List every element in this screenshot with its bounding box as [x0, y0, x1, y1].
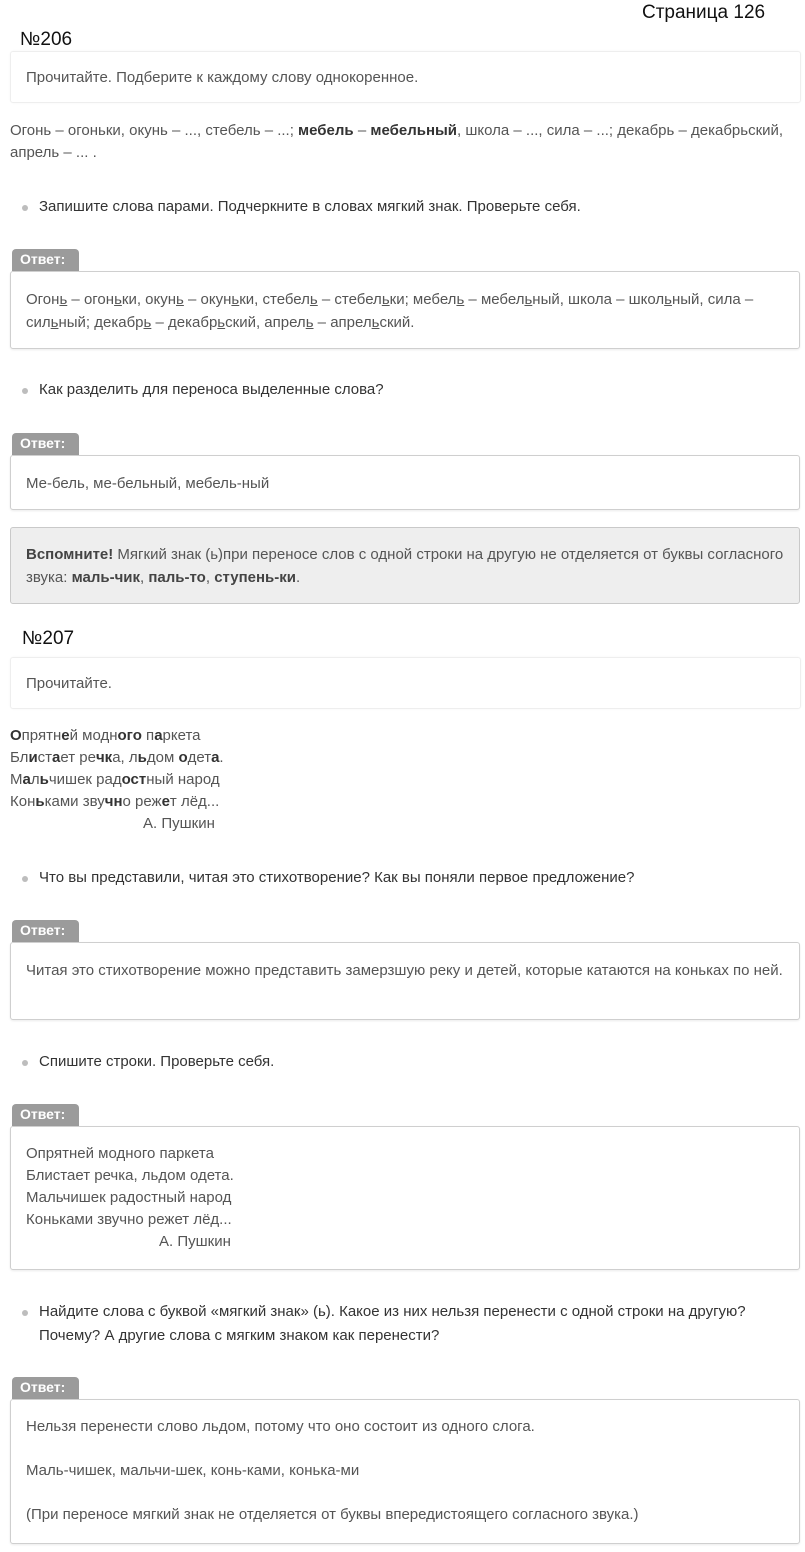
bullet-dot [22, 205, 28, 211]
poem [10, 725, 224, 835]
answer-1: Огонь – огоньки, окунь – окуньки, стебель – стебельки; мебель – мебельный, школа – школьный, сила – сильный; декабрь – декабрьский, апрель – апрельский. [10, 271, 800, 349]
poem-author: А. Пушкин [143, 815, 215, 832]
answer-5-paragraph-3: (При переносе мягкий знак не отделяется от буквы впередистоящего согласного звука.) [26, 1506, 639, 1523]
answer-5 [10, 1399, 800, 1544]
bullet-dot [22, 1060, 28, 1066]
poem-line-1: Опрятней модного паркета [10, 727, 201, 744]
bullet-dot [22, 388, 28, 394]
page-number: Страница 126 [642, 2, 766, 23]
answer-4-line-3: Мальчишек радостный народ [26, 1189, 232, 1206]
question-4: Спишите строки. Проверьте себя. [22, 1050, 782, 1074]
question-3: Что вы представили, читая это стихотворение? Как вы поняли первое предложение? [22, 866, 782, 890]
answer-4-line-1: Опрятней модного паркета [26, 1145, 214, 1162]
remember-note: Вспомните! Мягкий знак (ь)при переносе слов с одной строки на другую не отделяется от буквы согласного звука: маль-чик, паль-то, ступень-ки. [10, 527, 800, 604]
prompt-text: Прочитайте. Подберите к каждому слову однокоренное. [26, 69, 419, 86]
poem-line-3: Мальчишек радостный народ [10, 771, 220, 788]
answer-4 [10, 1126, 800, 1270]
task-number-206: №206 [20, 29, 73, 50]
answer-4-line-4: Коньками звучно режет лёд... [26, 1211, 232, 1228]
question-1: Запишите слова парами. Подчеркните в словах мягкий знак. Проверьте себя. [22, 195, 782, 219]
answer-tag-2: Ответ: [12, 433, 79, 455]
bullet-dot [22, 1310, 28, 1316]
answer-tag-5: Ответ: [12, 1377, 79, 1399]
poem-line-2: Блистает речка, льдом одета. [10, 749, 224, 766]
task-206-exercise: Огонь – огоньки, окунь – ..., стебель – ...; мебель – мебельный, школа – ..., сила – ...; декабрь – декабрьский, апрель – ... . [10, 122, 784, 161]
answer-2: Ме-бель, ме-бельный, мебель-ный [10, 455, 800, 510]
remember-title: Вспомните! [26, 546, 114, 563]
task-number-207: №207 [22, 628, 75, 649]
answer-4-author: А. Пушкин [159, 1233, 231, 1250]
answer-tag-1: Ответ: [12, 249, 79, 271]
answer-4-line-2: Блистает речка, льдом одета. [26, 1167, 234, 1184]
poem-line-4: Коньками звучно режет лёд... [10, 793, 220, 810]
task-206-prompt [10, 51, 801, 103]
prompt-text: Прочитайте. [26, 675, 112, 692]
answer-3: Читая это стихотворение можно представить замерзшую реку и детей, которые катаются на коньках по ней. [10, 942, 800, 1020]
answer-5-paragraph-2: Маль-чишек, мальчи-шек, конь-ками, конька-ми [26, 1462, 360, 1479]
question-5: Найдите слова с буквой «мягкий знак» (ь). Какое из них нельзя перенести с одной строки на другую? Почему? А другие слова с мягким знаком как перенести? [22, 1300, 782, 1348]
answer-tag-4: Ответ: [12, 1104, 79, 1126]
bullet-dot [22, 876, 28, 882]
question-2: Как разделить для переноса выделенные слова? [22, 378, 782, 402]
answer-5-paragraph-1: Нельзя перенести слово льдом, потому что оно состоит из одного слога. [26, 1418, 535, 1435]
task-207-prompt [10, 657, 801, 709]
answer-tag-3: Ответ: [12, 920, 79, 942]
